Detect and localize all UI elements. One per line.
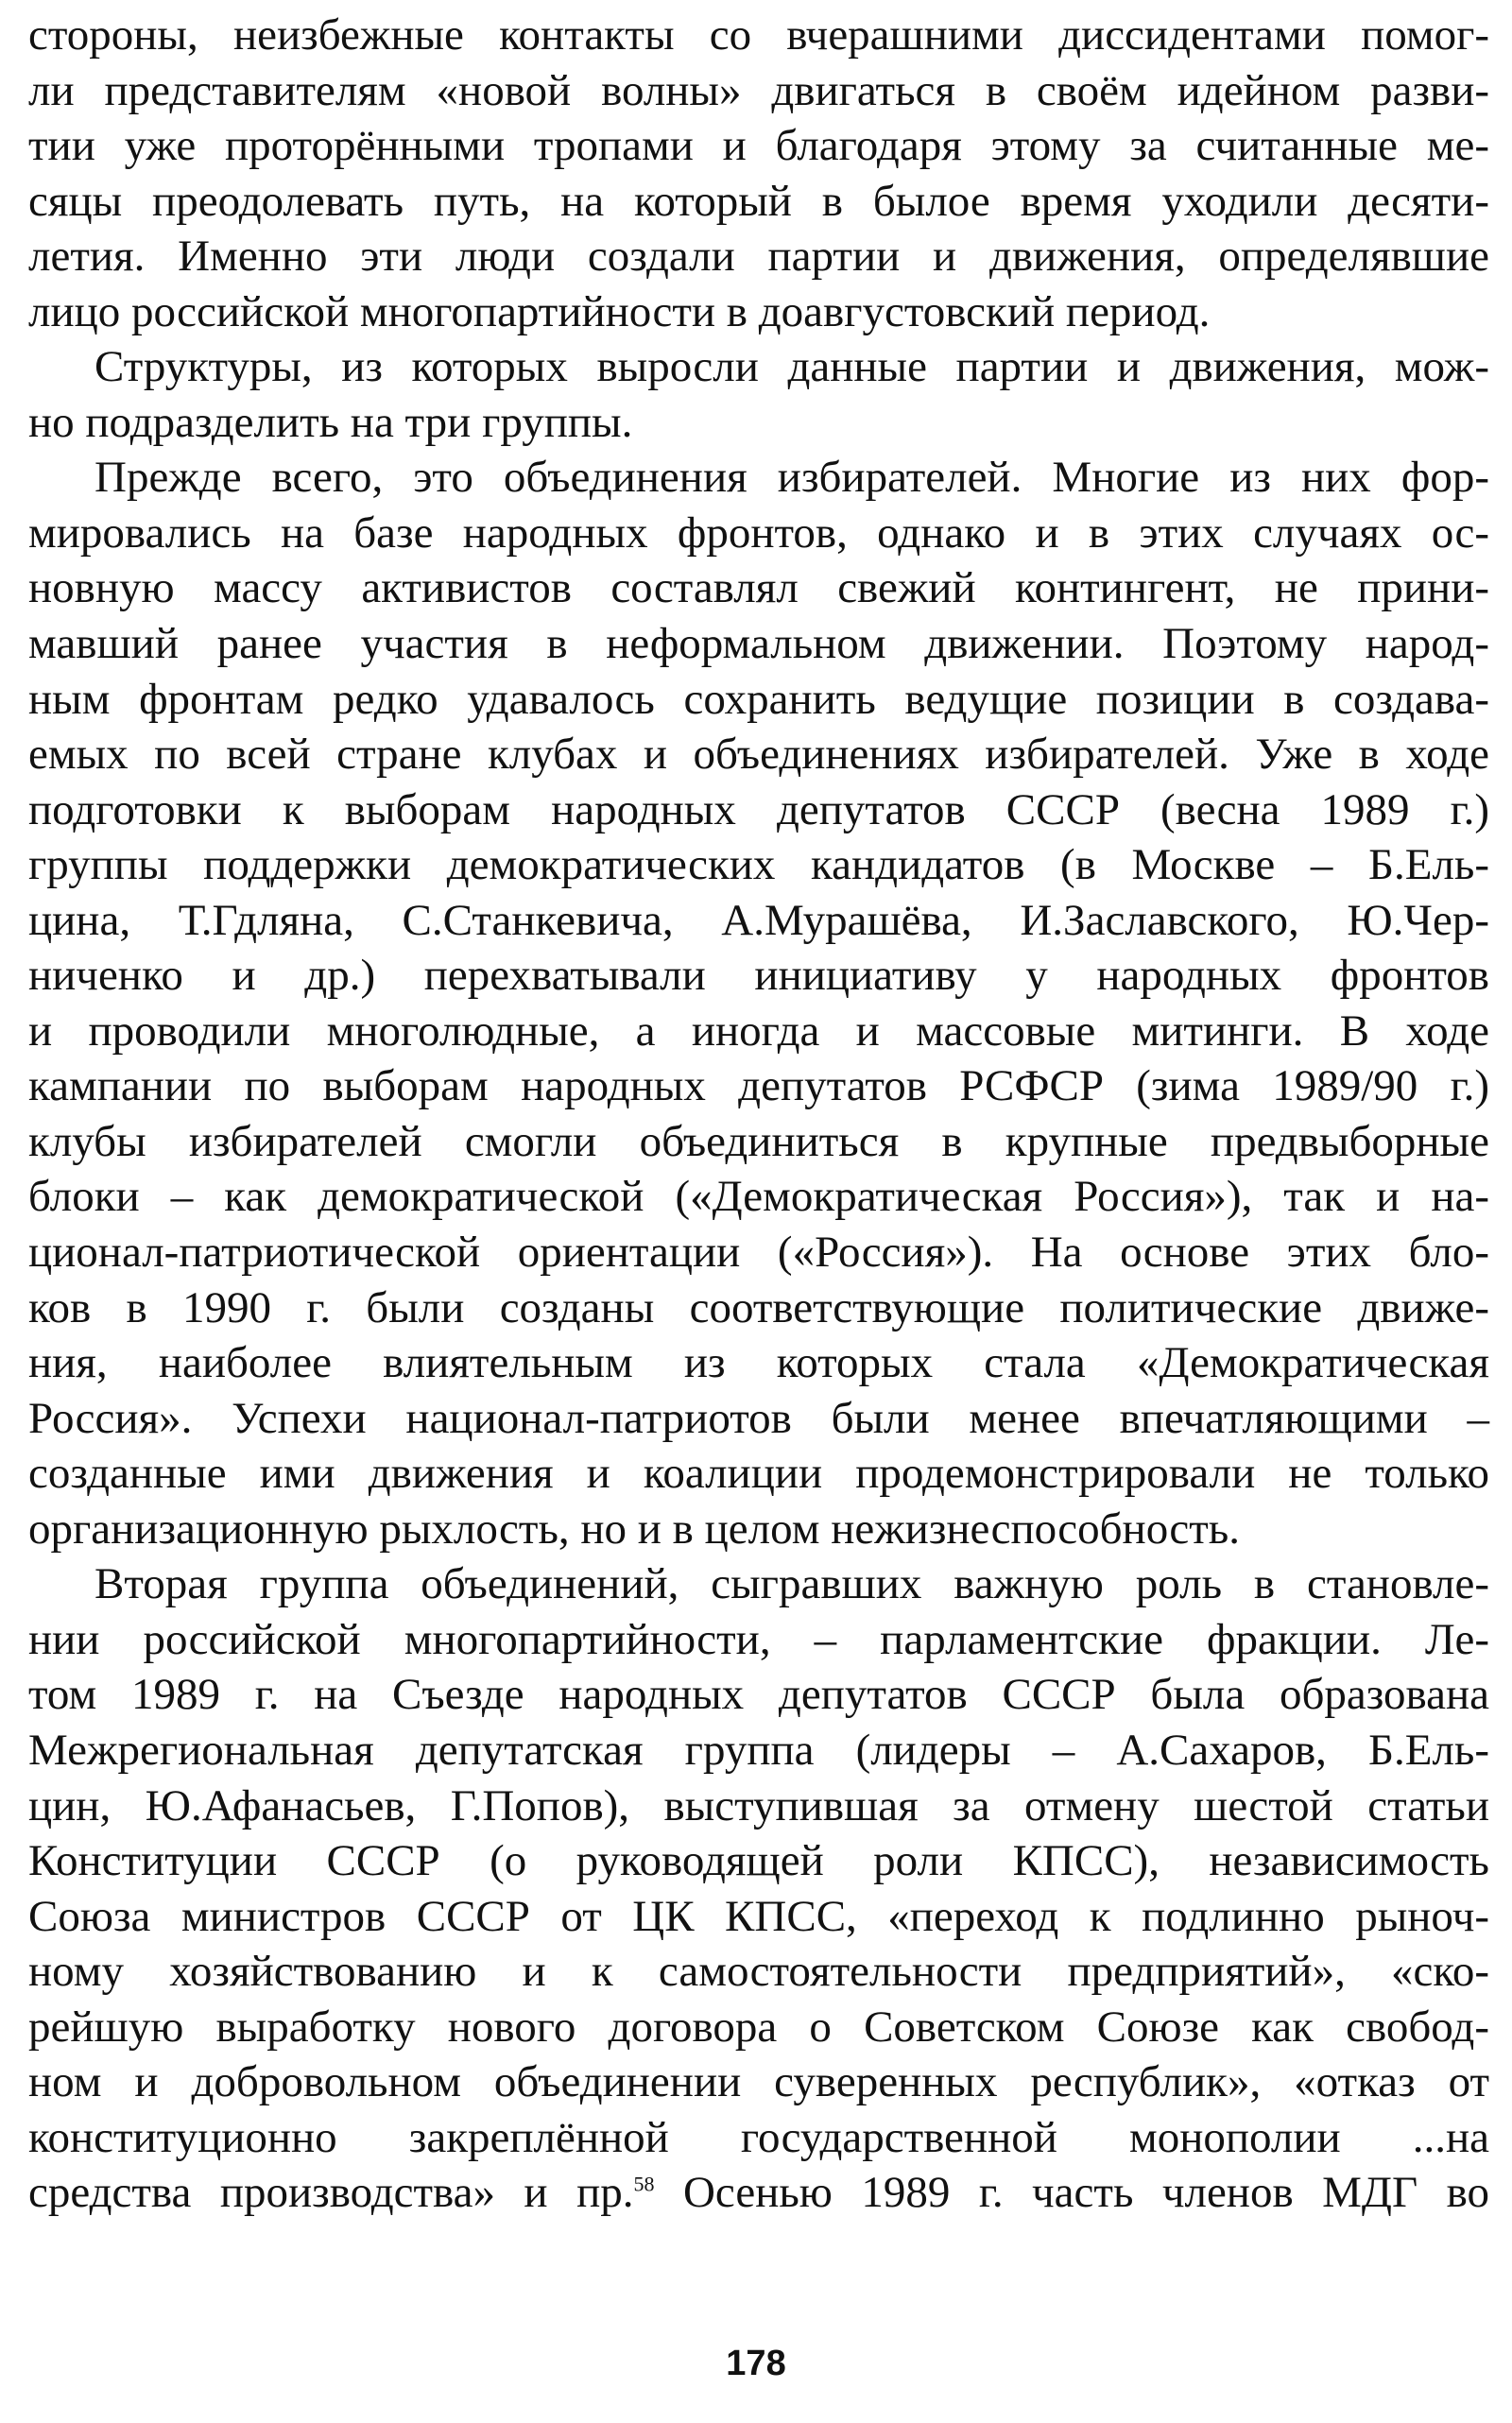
text-line: Межрегиональная депутатская группа (лидеры – А.Сахаров, Б.Ель- bbox=[28, 1725, 1489, 1775]
text-line: цин, Ю.Афанасьев, Г.Попов), выступившая за отмену шестой статьи bbox=[28, 1780, 1489, 1830]
text-line: Союза министров СССР от ЦК КПСС, «переход к подлинно рыноч- bbox=[28, 1891, 1489, 1941]
text-line: мировались на базе народных фронтов, однако и в этих случаях ос- bbox=[28, 507, 1489, 558]
text-line: том 1989 г. на Съезде народных депутатов СССР была образована bbox=[28, 1670, 1489, 1720]
text-line: конституционно закреплённой государственной монополии ...на bbox=[28, 2112, 1489, 2162]
text-line: рейшую выработку нового договора о Советском Союзе как свобод- bbox=[28, 2002, 1489, 2052]
text-line: группы поддержки демократических кандидатов (в Москве – Б.Ель- bbox=[28, 840, 1489, 890]
text-line: ния, наиболее влиятельным из которых стала «Демократическая bbox=[28, 1338, 1489, 1388]
text-line: но подразделить на три группы. bbox=[28, 397, 633, 447]
text-line-with-footnote bbox=[28, 2165, 1489, 2221]
text-line: ли представителям «новой волны» двигаться в своём идейном разви- bbox=[28, 65, 1489, 115]
paragraph-start-line: Структуры, из которых выросли данные партии и движения, мож- bbox=[94, 342, 1489, 392]
text-line: Конституции СССР (о руководящей роли КПСС), независимость bbox=[28, 1836, 1489, 1886]
text-line: ционал-патриотической ориентации («Россия»). На основе этих бло- bbox=[28, 1228, 1489, 1278]
body-text bbox=[28, 8, 1489, 2221]
page-number: 178 bbox=[726, 2344, 786, 2383]
text-line: блоки – как демократической («Демократическая Россия»), так и на- bbox=[28, 1172, 1489, 1222]
text-line: сяцы преодолевать путь, на который в былое время уходили десяти- bbox=[28, 176, 1489, 226]
text-line: новную массу активистов составлял свежий контингент, не прини- bbox=[28, 563, 1489, 613]
paragraph-start-line: Прежде всего, это объединения избирателей. Многие из них фор- bbox=[94, 453, 1489, 503]
text-line: нии российской многопартийности, – парламентские фракции. Ле- bbox=[28, 1614, 1489, 1664]
text-line: кампании по выборам народных депутатов РСФСР (зима 1989/90 г.) bbox=[28, 1061, 1489, 1111]
text-line: организационную рыхлость, но и в целом нежизнеспособность. bbox=[28, 1504, 1240, 1554]
text-line: ном и добровольном объединении суверенных республик», «отказ от bbox=[28, 2057, 1489, 2107]
text-line: цина, Т.Гдляна, С.Станкевича, А.Мурашёва, И.Заславского, Ю.Чер- bbox=[28, 895, 1489, 945]
footnote-marker: 58 bbox=[633, 2172, 655, 2196]
text-line: клубы избирателей смогли объединиться в крупные предвыборные bbox=[28, 1116, 1489, 1166]
text-line: емых по всей стране клубах и объединениях избирателей. Уже в ходе bbox=[28, 730, 1489, 780]
text-line: тии уже проторёнными тропами и благодаря этому за считанные ме- bbox=[28, 121, 1489, 171]
text-line: подготовки к выборам народных депутатов СССР (весна 1989 г.) bbox=[28, 784, 1489, 834]
text-segment: средства производства» и пр. bbox=[28, 2168, 634, 2218]
text-line: стороны, неизбежные контакты со вчерашними диссидентами помог- bbox=[28, 10, 1489, 60]
paragraph-start-line: Вторая группа объединений, сыгравших важную роль в становле- bbox=[94, 1559, 1489, 1609]
text-segment: Осенью 1989 г. часть членов МДГ во bbox=[682, 2168, 1489, 2218]
text-line: летия. Именно эти люди создали партии и движения, определявшие bbox=[28, 232, 1489, 282]
text-line: Россия». Успехи национал-патриотов были менее впечатляющими – bbox=[28, 1393, 1489, 1443]
text-line: ков в 1990 г. были созданы соответствующие политические движе- bbox=[28, 1282, 1489, 1332]
text-line: мавший ранее участия в неформальном движении. Поэтому народ- bbox=[28, 619, 1489, 669]
text-line: ному хозяйствованию и к самостоятельности предприятий», «ско- bbox=[28, 1947, 1489, 1997]
text-line: ным фронтам редко удавалось сохранить ведущие позиции в создава- bbox=[28, 674, 1489, 724]
text-line: ниченко и др.) перехватывали инициативу у народных фронтов bbox=[28, 951, 1489, 1001]
text-line: лицо российской многопартийности в доавгустовский период. bbox=[28, 286, 1211, 336]
text-line: и проводили многолюдные, а иногда и массовые митинги. В ходе bbox=[28, 1005, 1489, 1056]
text-line: созданные ими движения и коалиции продемонстрировали не только bbox=[28, 1449, 1489, 1499]
